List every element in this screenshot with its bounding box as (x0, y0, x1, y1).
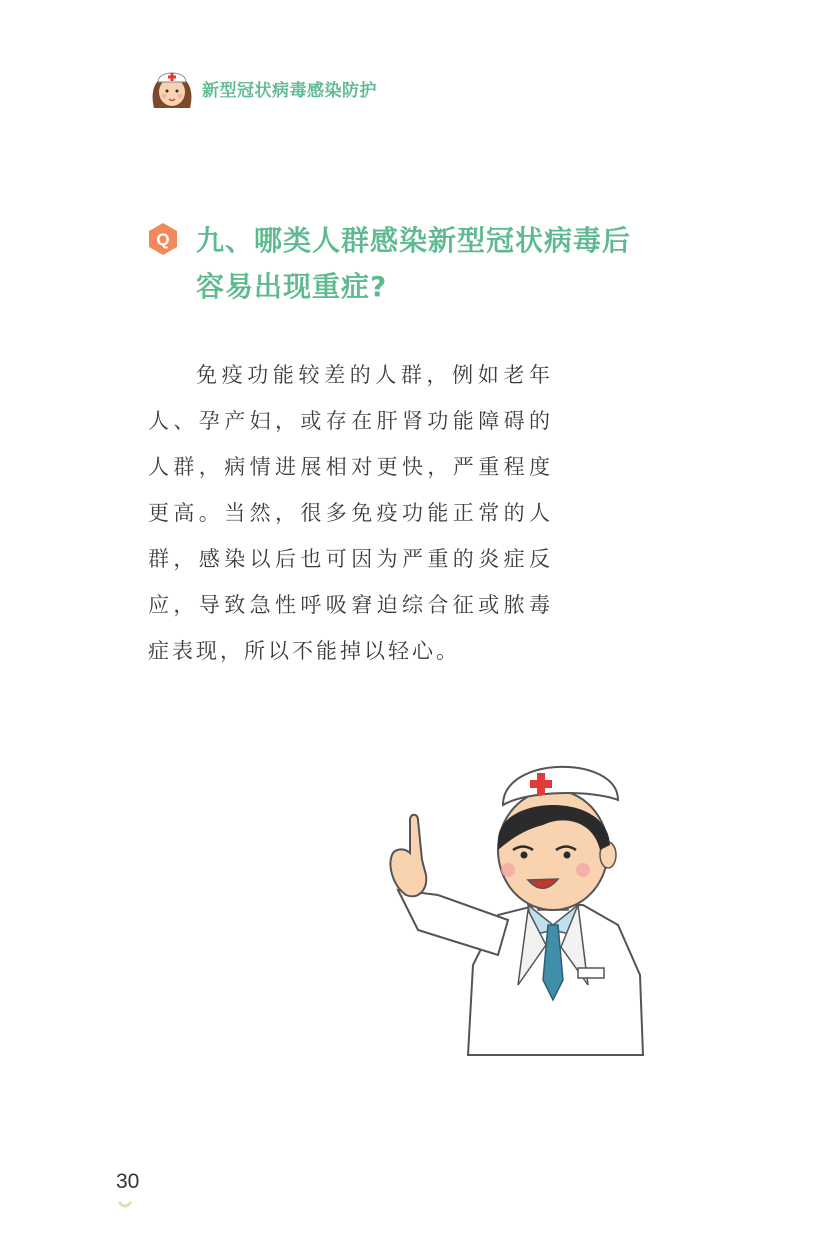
doctor-pointing-icon (378, 755, 648, 1065)
running-header (146, 62, 377, 114)
page-mark-icon (118, 1200, 132, 1210)
nurse-avatar-icon (146, 62, 198, 114)
answer-paragraph: 免疫功能较差的人群，例如老年人、孕产妇，或存在肝肾功能障碍的人群，病情进展相对更快，严重程度更高。当然，很多免疫功能正常的人群，感染以后也可因为严重的炎症反应，导致急性呼吸窘迫综合征或脓毒症表现，所以不能掉以轻心。 (148, 363, 553, 663)
question-badge-icon (148, 222, 178, 256)
page-number: 30 (116, 1170, 140, 1193)
header-title: 新型冠状病毒感染防护 (202, 80, 377, 101)
question-line-2: 容易出现重症? (196, 270, 388, 303)
question-heading (148, 218, 668, 310)
question-line-1: 九、哪类人群感染新型冠状病毒后 (196, 224, 632, 257)
svg-text:Q: Q (156, 230, 170, 249)
question-text (196, 218, 668, 310)
